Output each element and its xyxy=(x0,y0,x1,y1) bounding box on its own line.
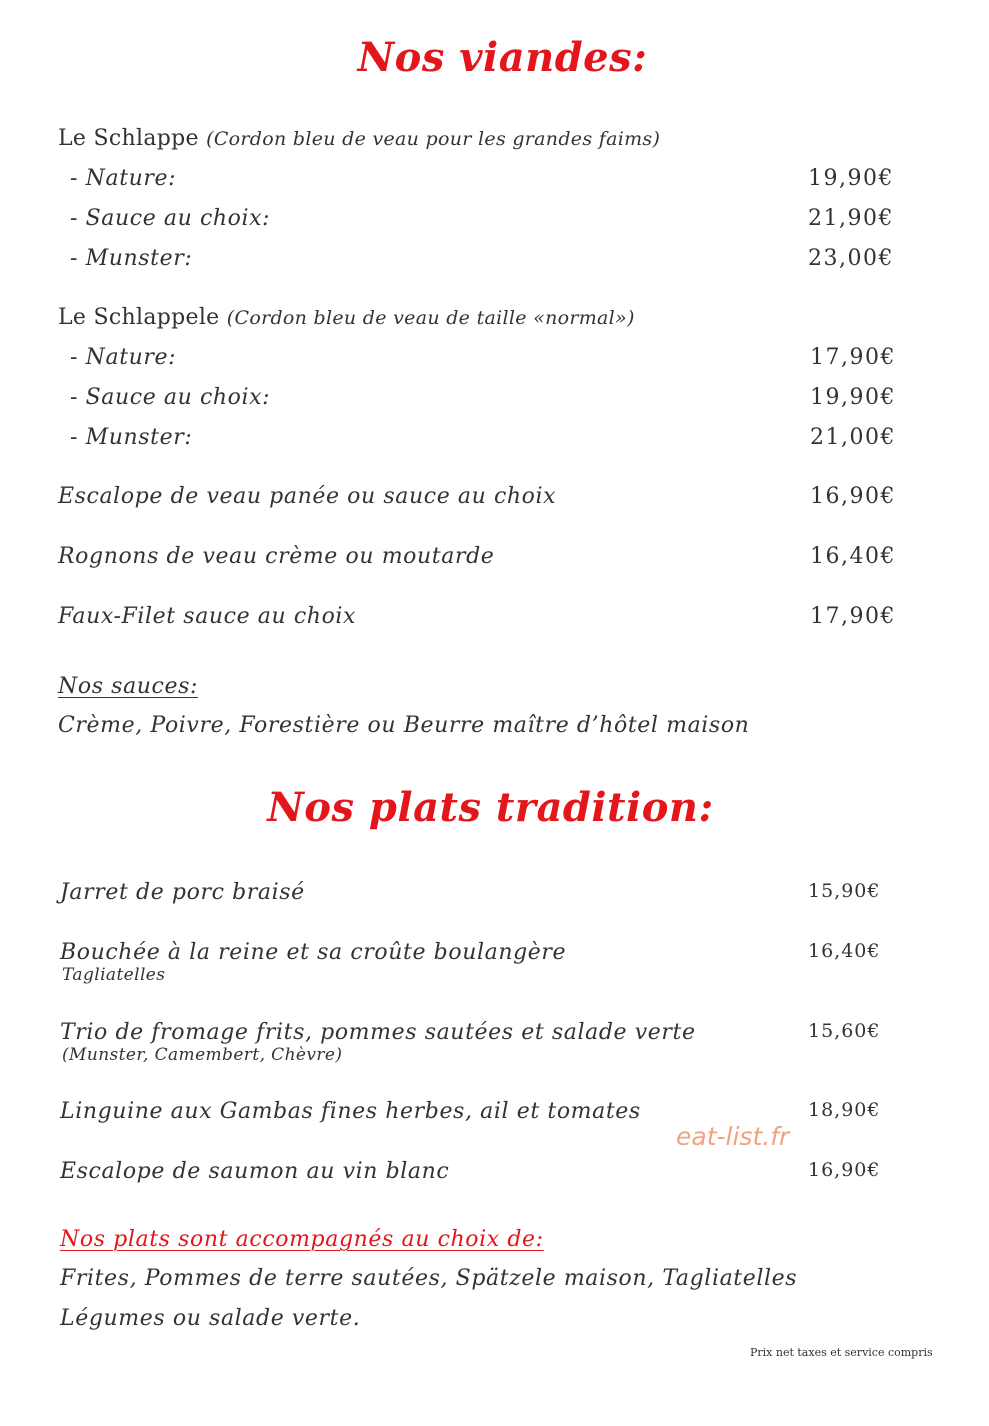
option-price: 21,00€ xyxy=(810,425,896,450)
section-title-tradition: Nos plats tradition: xyxy=(267,784,714,831)
menu-item xyxy=(0,1020,989,1065)
sauces-row xyxy=(0,713,989,747)
watermark: eat-list.fr xyxy=(676,1122,790,1151)
menu-item-schlappe xyxy=(0,126,989,160)
option-label: - Munster: xyxy=(70,246,193,271)
sauces-text: Crème, Poivre, Forestière ou Beurre maître d’hôtel maison xyxy=(58,713,750,738)
option-label: - Nature: xyxy=(70,345,177,370)
menu-item xyxy=(0,940,989,985)
footer-note: Prix net taxes et service compris xyxy=(750,1346,933,1359)
option-price: 23,00€ xyxy=(808,246,894,271)
item-price: 16,90€ xyxy=(810,484,896,509)
item-name: Jarret de porc braisé xyxy=(60,880,305,905)
item-name: Bouchée à la reine et sa croûte boulangère xyxy=(60,940,567,965)
menu-item-schlappele xyxy=(0,305,989,339)
item-note: (Cordon bleu de veau pour les grandes faims) xyxy=(206,128,661,150)
accompaniment-line-2: Légumes ou salade verte. xyxy=(60,1306,361,1331)
menu-item xyxy=(0,544,989,578)
item-sub: Tagliatelles xyxy=(62,965,166,985)
sauces-heading-row xyxy=(0,674,989,708)
option-label: - Nature: xyxy=(70,166,177,191)
item-name: Trio de fromage frits, pommes sautées et salade verte xyxy=(60,1020,696,1045)
menu-option-row xyxy=(0,166,989,200)
item-name: Le Schlappele xyxy=(58,305,220,330)
section-title-viandes: Nos viandes: xyxy=(357,34,648,81)
item-price: 16,90€ xyxy=(808,1159,881,1181)
menu-option-row xyxy=(0,345,989,379)
option-label: - Sauce au choix: xyxy=(70,206,271,231)
menu-option-row xyxy=(0,385,989,419)
item-note: (Cordon bleu de veau de taille «normal») xyxy=(226,307,635,329)
option-label: - Munster: xyxy=(70,425,193,450)
accompaniment-line-1: Frites, Pommes de terre sautées, Spätzele maison, Tagliatelles xyxy=(60,1266,798,1291)
option-price: 21,90€ xyxy=(808,206,894,231)
item-price: 16,40€ xyxy=(808,940,881,962)
item-name: Linguine aux Gambas fines herbes, ail et tomates xyxy=(60,1099,641,1124)
menu-item xyxy=(0,604,989,638)
menu-item xyxy=(0,880,989,914)
option-price: 19,90€ xyxy=(810,385,896,410)
item-name: Faux-Filet sauce au choix xyxy=(58,604,357,629)
menu-item xyxy=(0,1159,989,1193)
menu-option-row xyxy=(0,425,989,459)
item-sub: (Munster, Camembert, Chèvre) xyxy=(62,1045,343,1065)
option-price: 19,90€ xyxy=(808,166,894,191)
item-price: 15,90€ xyxy=(808,880,881,902)
menu-item xyxy=(0,1099,989,1133)
menu-option-row xyxy=(0,246,989,280)
item-price: 16,40€ xyxy=(810,544,896,569)
item-name: Escalope de saumon au vin blanc xyxy=(60,1159,450,1184)
item-price: 17,90€ xyxy=(810,604,896,629)
accompaniment-row xyxy=(0,1266,989,1300)
accompaniment-row xyxy=(0,1306,989,1340)
item-price: 15,60€ xyxy=(808,1020,881,1042)
option-price: 17,90€ xyxy=(810,345,896,370)
accompaniment-label: Nos plats sont accompagnés au choix de: xyxy=(60,1227,544,1252)
menu-option-row xyxy=(0,206,989,240)
accompaniment-heading-row xyxy=(0,1227,989,1261)
item-price: 18,90€ xyxy=(808,1099,881,1121)
menu-item xyxy=(0,484,989,518)
item-name: Rognons de veau crème ou moutarde xyxy=(58,544,495,569)
sauces-label: Nos sauces: xyxy=(58,674,198,699)
item-name: Le Schlappe xyxy=(58,126,199,151)
item-name: Escalope de veau panée ou sauce au choix xyxy=(58,484,557,509)
option-label: - Sauce au choix: xyxy=(70,385,271,410)
